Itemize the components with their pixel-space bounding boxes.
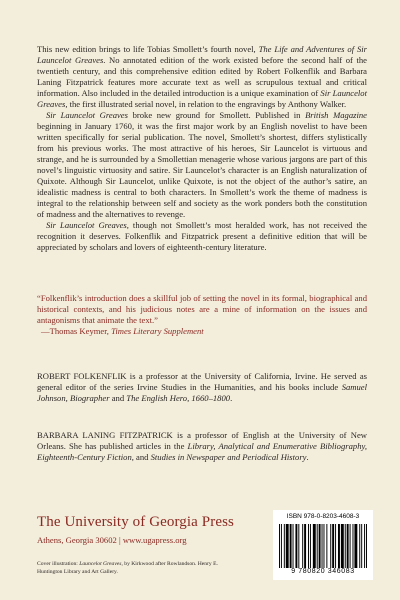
text-run: broke new ground for Smollett. Published in <box>127 110 306 120</box>
barcode-bar <box>313 524 316 568</box>
barcode-bar <box>332 524 334 568</box>
cover-credit <box>37 560 242 576</box>
barcode-bar <box>359 524 360 568</box>
publisher-name: The University of Georgia Press <box>37 514 234 530</box>
barcode-bar <box>323 524 324 568</box>
barcode-bar <box>310 524 311 568</box>
author-bio-folkenflik <box>37 371 367 404</box>
barcode-bar <box>319 524 321 568</box>
text-run: , and <box>131 452 151 462</box>
text-run: This new edition brings to life Tobias Smollett’s fourth novel, <box>37 44 259 54</box>
attribution-name: —Thomas Keymer, <box>41 326 112 336</box>
book-description <box>37 44 367 253</box>
quote-text: “Folkenflik’s introduction does a skillful job of setting the novel in its formal, biographical and historical contexts, and his judicious notes are a mine of information on the issues and antagonisms that animate the text.” <box>37 293 367 325</box>
barcode-bar <box>302 524 303 568</box>
description-paragraph-3 <box>37 220 367 253</box>
attribution-source: Times Literary Supplement <box>111 326 204 336</box>
text-run: ROBERT FOLKENFLIK is a professor at the University of California, Irvine. He served as general editor of the series Irvine Studies in the Humanities, and his books include <box>37 371 367 392</box>
journal-titles: Library, Analytical and Enumerative Bibliography, Eighteenth-Century Fiction <box>37 441 367 462</box>
bio-paragraph <box>37 430 367 463</box>
barcode-bar <box>326 524 327 568</box>
barcode-bar <box>350 524 351 568</box>
book-title: Samuel Johnson, Biographer <box>37 382 367 403</box>
barcode-bar <box>281 524 282 568</box>
text-run: Cover illustration: <box>37 561 80 567</box>
barcode-bar <box>290 524 292 568</box>
text-run: . No annotated edition of the work existed before the second half of the twentieth century, and this comprehensive edition edited by Robert Folkenflik and Barbara Laning Fitzpatrick features more accurate text as well as scrupulous textual and critical information. Also included in the detailed introduction is a unique examination of <box>37 55 368 98</box>
barcode-digits: 9 780820 346083 <box>291 568 355 575</box>
barcode-bars <box>279 524 367 568</box>
barcode-bar <box>298 524 299 568</box>
barcode-bar <box>366 524 367 568</box>
book-title: Sir Launcelot Greaves <box>46 110 128 120</box>
publisher-address: Athens, Georgia 30602 | www.ugapress.org <box>37 535 187 545</box>
barcode-bar <box>364 524 365 568</box>
barcode-bar <box>352 524 353 568</box>
isbn-number: ISBN 978-0-8203-4608-3 <box>286 513 360 520</box>
barcode-bar <box>304 524 306 568</box>
barcode-bar <box>317 524 318 568</box>
text-run: , though not Smollett’s most heralded work, has not received the recognition it deserves. Folkenflik and Fitzpatrick present a definitive edition that will be appreciated by scholars and lovers of eighteenth-century literature. <box>37 220 367 252</box>
magazine-title: British Magazine <box>305 110 367 120</box>
author-bio-fitzpatrick <box>37 430 367 463</box>
quote-attribution <box>37 326 367 337</box>
text-run: . <box>230 393 233 403</box>
barcode-bar <box>341 524 344 568</box>
isbn-barcode <box>273 510 373 580</box>
barcode-bar <box>308 524 309 568</box>
text-run: beginning in January 1760, it was the first major work by an English novelist to have been written specifically for serial publication. The novel, Smollett’s shortest, differs stylistically from his previous works. The most attractive of his heroes, Sir Launcelot is virtuous and strange, and he is surrounded by a Smollettian menagerie whose various jargons are part of this novel’s linguistic virtuosity and satire. Sir Launcelot’s character is an English naturalization of Quixote. Although Sir Launcelot, unlike Quixote, is not the object of the author’s satire, an idealistic madness is central to both characters. In Smollett’s work the theme of madness is integral to the relationship between self and society as the work ponders both the constitution of madness and the alternatives to revenge. <box>37 121 367 219</box>
text-run: , by Kirkwood after Rowlandson. Henry E. Huntington Library and Art Gallery. <box>37 561 218 575</box>
description-paragraph-2 <box>37 110 367 220</box>
artwork-title: Launcelot Greaves <box>79 561 122 567</box>
barcode-bar <box>345 524 346 568</box>
barcode-bar <box>279 524 280 568</box>
description-paragraph-1 <box>37 44 367 110</box>
journal-title: Studies in Newspaper and Periodical History <box>150 452 307 462</box>
book-title: Sir Launcelot Greaves <box>46 220 127 230</box>
barcode-bar <box>338 524 340 568</box>
barcode-bar <box>295 524 297 568</box>
barcode-bar <box>284 524 285 568</box>
barcode-bar <box>322 524 323 568</box>
barcode-bar <box>361 524 362 568</box>
review-quote <box>37 293 367 337</box>
book-title: The Life and Adventures of Sir Launcelot Greaves <box>37 44 367 65</box>
barcode-bar <box>286 524 289 568</box>
barcode-bar <box>330 524 331 568</box>
bio-paragraph <box>37 371 367 404</box>
book-title: Sir Launcelot Greaves <box>37 88 367 109</box>
barcode-bar <box>335 524 336 568</box>
book-title: The English Hero, 1660–1800 <box>126 393 231 403</box>
text-run: . <box>306 452 309 462</box>
barcode-bar <box>293 524 294 568</box>
text-run: BARBARA LANING FITZPATRICK is a professor of English at the University of New Orleans. She has published articles in the <box>37 430 367 451</box>
text-run: and <box>109 393 127 403</box>
text-run: , the first illustrated serial novel, in relation to the engravings by Anthony Walker. <box>65 99 347 109</box>
barcode-bar <box>347 524 349 568</box>
barcode-bar <box>354 524 357 568</box>
